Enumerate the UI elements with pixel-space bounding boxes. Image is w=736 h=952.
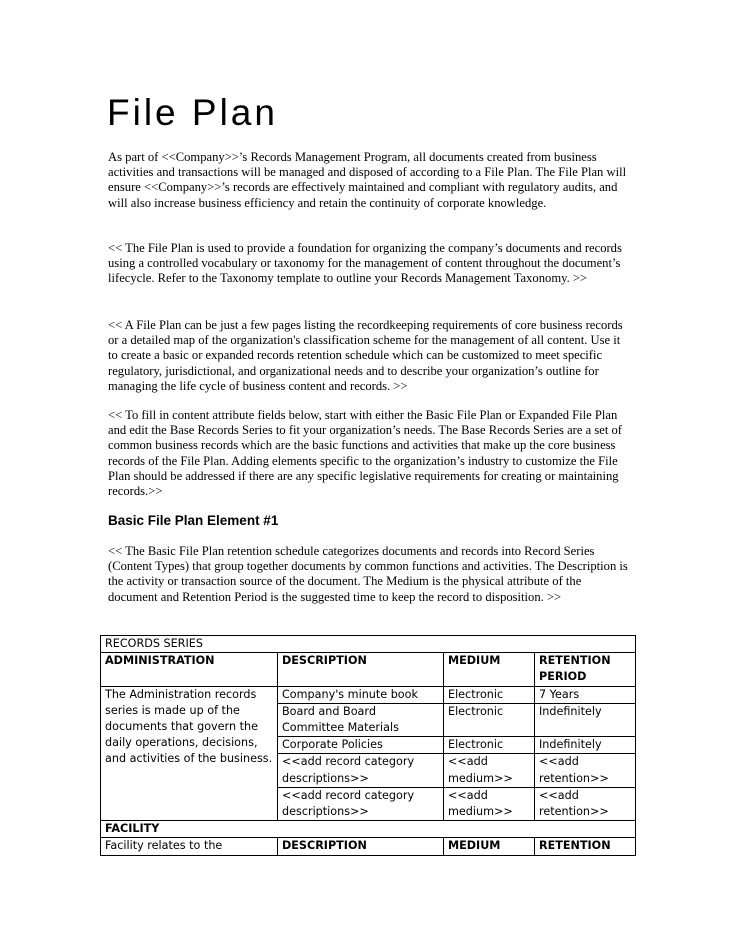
table-row bbox=[101, 686, 636, 703]
table-caption-row bbox=[101, 636, 636, 653]
row-medium: <<add medium>> bbox=[444, 787, 535, 820]
facility-header-row bbox=[101, 838, 636, 855]
content-attribute-paragraph: << To fill in content attribute fields below, start with either the Basic File Plan or Expanded File Plan and edit the Base Records Series to fit your organization’s needs. The Base Records Series are a set of common business records which are the basic functions and activities that make up the core business records of the File Plan. Adding elements specific to the organization’s industry to customize the File Plan should be addressed if there are any specific legislative requirements for creating or maintaining records.>> bbox=[108, 408, 622, 499]
row-medium: Electronic bbox=[444, 686, 535, 703]
header-description: DESCRIPTION bbox=[278, 653, 444, 686]
facility-label: FACILITY bbox=[101, 821, 636, 838]
row-retention: Indefinitely bbox=[535, 703, 636, 736]
header-retention-period: RETENTION PERIOD bbox=[535, 653, 636, 686]
row-retention: Indefinitely bbox=[535, 737, 636, 754]
page-title: File Plan bbox=[107, 92, 278, 133]
row-description: Board and Board Committee Materials bbox=[278, 703, 444, 736]
table-caption: RECORDS SERIES bbox=[101, 636, 636, 653]
retention-schedule-paragraph: << The Basic File Plan retention schedule categorizes documents and records into Record Series (Content Types) that group together documents by common functions and activities. The Description is the activity or transaction source of the document. The Medium is the physical attribute of the document and Retention Period is the suggested time to keep the record to disposition. >> bbox=[108, 544, 628, 604]
facility-label-row bbox=[101, 821, 636, 838]
file-plan-scope-paragraph: << A File Plan can be just a few pages listing the recordkeeping requirements of core business records or a detailed map of the organization's classification scheme for the management of all content. Use it to create a basic or expanded records retention schedule which can be customized to meet specific regulatory, jurisdictional, and organizational needs and to describe your organization’s outline for managing the life cycle of business content and records. >> bbox=[108, 318, 623, 393]
administration-description: The Administration records series is made up of the documents that govern the daily operations, decisions, and activities of the business. bbox=[101, 686, 278, 821]
row-medium: Electronic bbox=[444, 703, 535, 736]
records-series-table bbox=[100, 635, 636, 856]
row-medium: Electronic bbox=[444, 737, 535, 754]
file-plan-purpose-paragraph: << The File Plan is used to provide a foundation for organizing the company’s documents and records using a controlled vocabulary or taxonomy for the management of content throughout the document’s lifecycle. Refer to the Taxonomy template to outline your Records Management Taxonomy. >> bbox=[108, 241, 622, 286]
row-retention: 7 Years bbox=[535, 686, 636, 703]
facility-description: Facility relates to the bbox=[101, 838, 278, 855]
facility-header-description: DESCRIPTION bbox=[278, 838, 444, 855]
section-heading: Basic File Plan Element #1 bbox=[108, 513, 279, 528]
header-administration: ADMINISTRATION bbox=[101, 653, 278, 686]
row-medium: <<add medium>> bbox=[444, 754, 535, 787]
row-description: <<add record category descriptions>> bbox=[278, 754, 444, 787]
intro-paragraph: As part of <<Company>>’s Records Management Program, all documents created from business activities and transactions will be managed and disposed of according to a File Plan. The File Plan will ensure <<Company>>’s records are effectively maintained and compliant with regulatory audits, and will also increase business efficiency and retain the continuity of corporate knowledge. bbox=[108, 150, 627, 210]
header-medium: MEDIUM bbox=[444, 653, 535, 686]
row-retention: <<add retention>> bbox=[535, 787, 636, 820]
row-description: <<add record category descriptions>> bbox=[278, 787, 444, 820]
table-header-row bbox=[101, 653, 636, 686]
facility-header-medium: MEDIUM bbox=[444, 838, 535, 855]
row-description: Corporate Policies bbox=[278, 737, 444, 754]
facility-header-retention: RETENTION bbox=[535, 838, 636, 855]
row-retention: <<add retention>> bbox=[535, 754, 636, 787]
row-description: Company's minute book bbox=[278, 686, 444, 703]
